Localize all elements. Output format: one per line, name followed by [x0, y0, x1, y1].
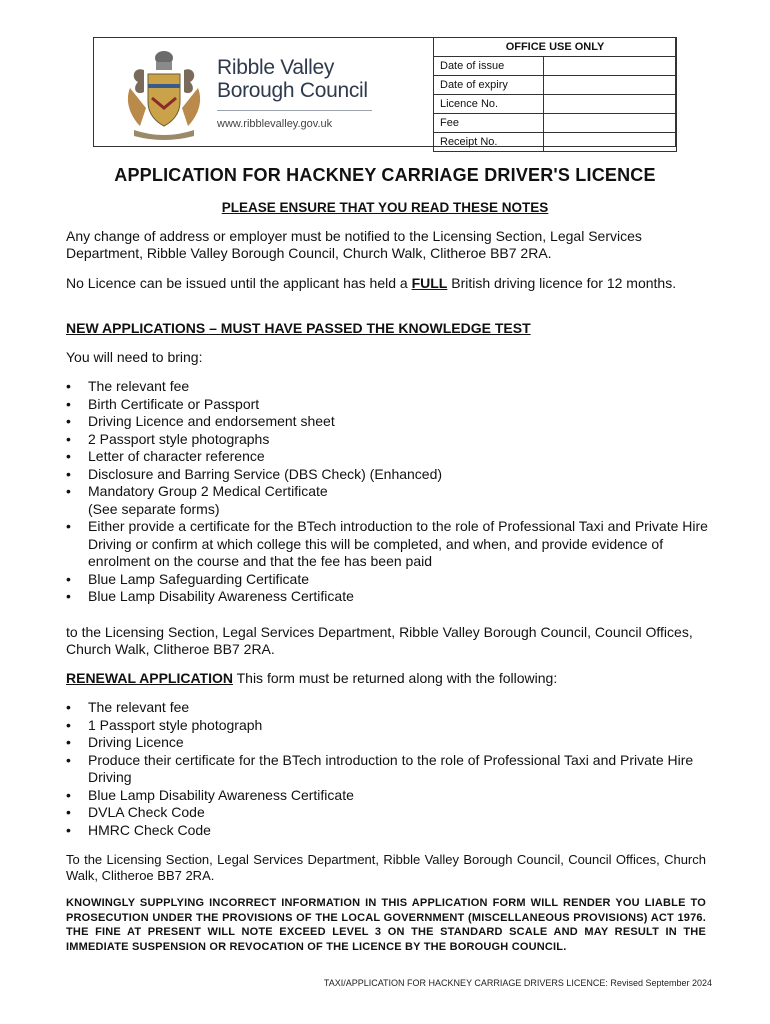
- header-box: [93, 37, 676, 147]
- council-name-line1: Ribble Valley: [217, 56, 335, 79]
- office-row-label: Date of expiry: [434, 76, 544, 95]
- licence-note-full: FULL: [411, 275, 448, 291]
- office-row-value: [544, 76, 677, 95]
- office-row-label: Fee: [434, 114, 544, 133]
- new-applications-closing: to the Licensing Section, Legal Services Department, Ribble Valley Borough Council, Council Offices, Church Walk, Clitheroe BB7 2RA.: [66, 624, 693, 657]
- council-website: www.ribblevalley.gov.uk: [217, 118, 333, 130]
- council-name: [217, 56, 368, 102]
- council-name-line2: Borough Council: [217, 79, 368, 102]
- list-item: • HMRC Check Code: [66, 822, 716, 840]
- prosecution-warning: KNOWINGLY SUPPLYING INCORRECT INFORMATION IN THIS APPLICATION FORM WILL RENDER YOU LIABLE TO PROSECUTION UNDER THE PROVISIONS OF THE LOCAL GOVERNMENT (MISCELLANEOUS PROVISIONS) ACT 1976. THE FINE AT PRESENT WILL NOTE EXCEED LEVEL 3 ON THE STANDARD SCALE AND MAY RESULT IN THE IMMEDIATE SUSPENSION OR REVOCATION OF THE LICENCE BY THE BOROUGH COUNCIL.: [66, 897, 706, 953]
- list-item: • Blue Lamp Safeguarding Certificate: [66, 571, 716, 589]
- new-applications-list: [66, 378, 716, 606]
- renewal-section: [66, 670, 716, 687]
- office-row-label: Licence No.: [434, 95, 544, 114]
- list-item: • The relevant fee: [66, 699, 716, 717]
- footer-revision: TAXI/APPLICATION FOR HACKNEY CARRIAGE DRIVERS LICENCE: Revised September 2024: [323, 978, 712, 988]
- office-use-table: [433, 37, 677, 152]
- list-item: • Blue Lamp Disability Awareness Certificate: [66, 787, 716, 805]
- list-item: • Driving Licence and endorsement sheet: [66, 413, 716, 431]
- list-item: • Birth Certificate or Passport: [66, 396, 716, 414]
- office-row-value: [544, 95, 677, 114]
- address-change-note: Any change of address or employer must be notified to the Licensing Section, Legal Services Department, Ribble Valley Borough Council, Church Walk, Clitheroe BB7 2RA.: [66, 228, 642, 261]
- list-item: • Letter of character reference: [66, 448, 716, 466]
- licence-note-post: British driving licence for 12 months.: [447, 275, 677, 291]
- list-item: • DVLA Check Code: [66, 804, 716, 822]
- list-item: • Blue Lamp Disability Awareness Certificate: [66, 588, 716, 606]
- list-item: • Produce their certificate for the BTech introduction to the role of Professional Taxi and Private Hire Driving: [66, 752, 716, 787]
- list-item: • Disclosure and Barring Service (DBS Check) (Enhanced): [66, 466, 716, 484]
- new-applications-intro: You will need to bring:: [66, 349, 203, 365]
- office-row-value: [544, 57, 677, 76]
- page-title: APPLICATION FOR HACKNEY CARRIAGE DRIVER'S LICENCE: [114, 165, 656, 185]
- renewal-list: [66, 699, 716, 839]
- renewal-intro: This form must be returned along with the following:: [232, 670, 558, 686]
- renewal-closing: To the Licensing Section, Legal Services Department, Ribble Valley Borough Council, Council Offices, Church Walk, Clitheroe BB7 2RA.: [66, 852, 706, 883]
- office-use-title: OFFICE USE ONLY: [434, 38, 677, 57]
- list-item: • 2 Passport style photographs: [66, 431, 716, 449]
- office-row-value: [544, 114, 677, 133]
- office-row-value: [544, 133, 677, 152]
- list-item: • 1 Passport style photograph: [66, 717, 716, 735]
- list-item: • The relevant fee: [66, 378, 716, 396]
- list-item: • Driving Licence: [66, 734, 716, 752]
- office-row-label: Receipt No.: [434, 133, 544, 152]
- list-item: • Mandatory Group 2 Medical Certificate (See separate forms): [66, 483, 716, 518]
- renewal-heading: RENEWAL APPLICATION: [66, 670, 233, 686]
- licence-requirement-note: [66, 275, 716, 292]
- licence-note-pre: No Licence can be issued until the applicant has held a: [66, 275, 412, 291]
- notes-subtitle: PLEASE ENSURE THAT YOU READ THESE NOTES: [221, 200, 549, 215]
- council-divider: [217, 110, 372, 111]
- new-applications-heading: NEW APPLICATIONS – MUST HAVE PASSED THE KNOWLEDGE TEST: [66, 320, 531, 336]
- council-crest-logo: [124, 48, 204, 140]
- office-row-label: Date of issue: [434, 57, 544, 76]
- list-item: • Either provide a certificate for the BTech introduction to the role of Professional Taxi and Private Hire Driving or confirm at which college this will be completed, and when, and provide evidence of enrolment on the course and that the fee has been paid: [66, 518, 716, 571]
